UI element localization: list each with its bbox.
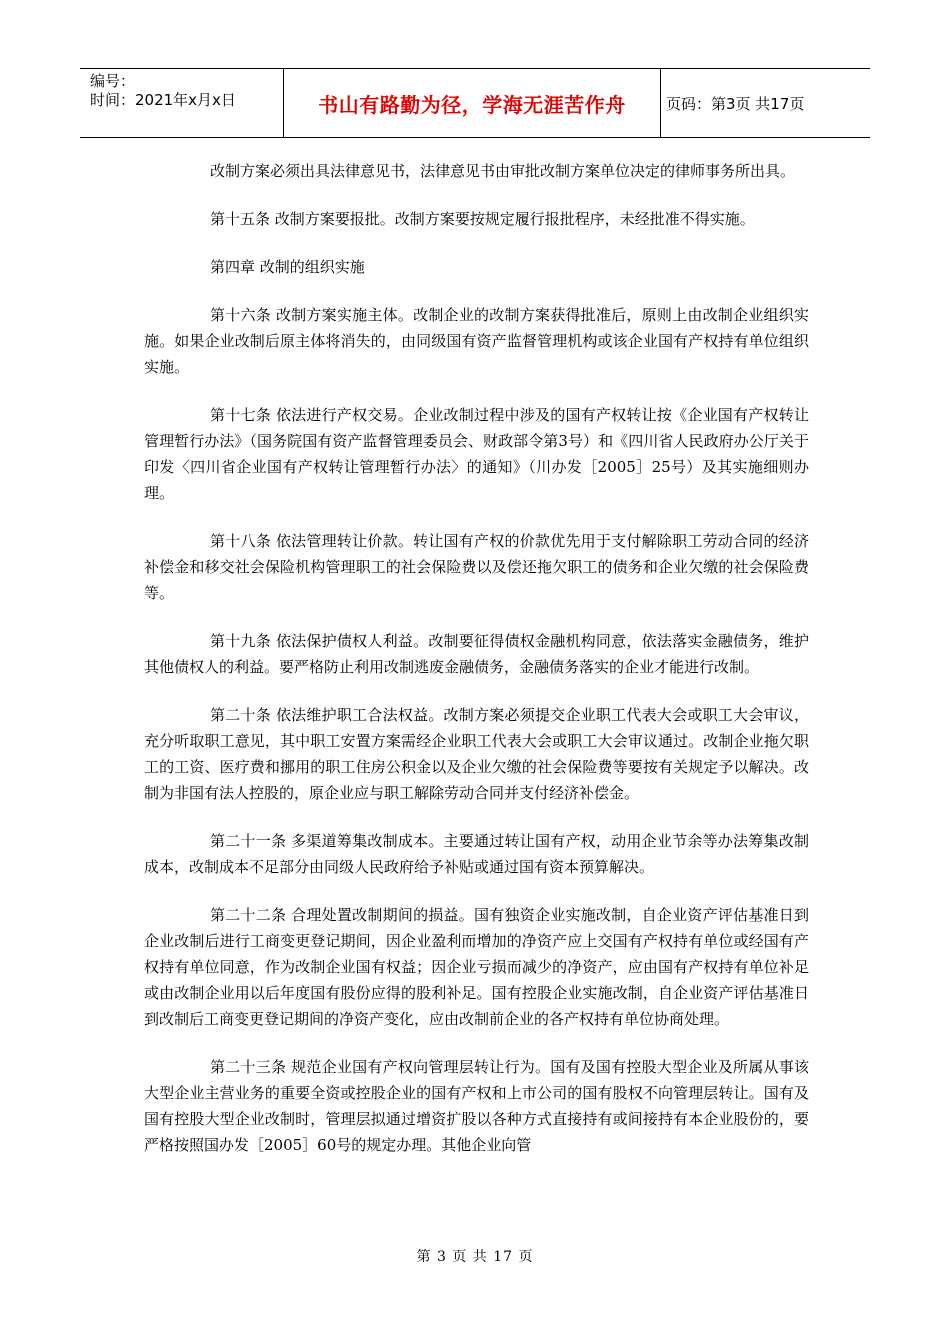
document-body — [144, 158, 809, 1180]
paragraph: 第十九条 依法保护债权人利益。改制要征得债权金融机构同意，依法落实金融债务，维护其他债权人的利益。要严格防止利用改制逃废金融债务，金融债务落实的企业才能进行改制。 — [144, 632, 809, 676]
header-meta — [80, 69, 284, 137]
page-footer: 第 3 页 共 17 页 — [416, 1249, 534, 1265]
serial-number-label: 编号： — [90, 72, 136, 90]
paragraph: 第十八条 依法管理转让价款。转让国有产权的价款优先用于支付解除职工劳动合同的经济补偿金和移交社会保险机构管理职工的社会保险费以及偿还拖欠职工的债务和企业欠缴的社会保险费等。 — [144, 532, 809, 602]
paragraph: 第二十三条 规范企业国有产权向管理层转让行为。国有及国有控股大型企业及所属从事该大型企业主营业务的重要全资或控股企业的国有产权和上市公司的国有股权不向管理层转让。国有及国有控股大型企业改制时，管理层拟通过增资扩股以各种方式直接持有或间接持有本企业股份的，要严格按照国办发［2005］60号的规定办理。其他企业向管 — [144, 1058, 809, 1154]
chapter-heading: 第四章 改制的组织实施 — [210, 258, 365, 276]
paragraph: 第十五条 改制方案要报批。改制方案要按规定履行报批程序，未经批准不得实施。 — [210, 210, 755, 228]
paragraph: 改制方案必须出具法律意见书，法律意见书由审批改制方案单位决定的律师事务所出具。 — [210, 162, 796, 180]
motto-text: 书山有路勤为径，学海无涯苦作舟 — [318, 92, 626, 117]
paragraph: 第二十条 依法维护职工合法权益。改制方案必须提交企业职工代表大会或职工大会审议，充分听取职工意见，其中职工安置方案需经企业职工代表大会或职工大会审议通过。改制企业拖欠职工的工资、医疗费和挪用的职工住房公积金以及企业欠缴的社会保险费等要按有关规定予以解决。改制为非国有法人控股的，原企业应与职工解除劳动合同并支付经济补偿金。 — [144, 706, 809, 802]
date-label: 时间：2021年x月x日 — [90, 91, 236, 109]
paragraph: 第二十二条 合理处置改制期间的损益。国有独资企业实施改制，自企业资产评估基准日到企业改制后进行工商变更登记期间，因企业盈利而增加的净资产应上交国有产权持有单位或经国有产权持有单位同意，作为改制企业国有权益；因企业亏损而减少的净资产，应由国有产权持有单位补足或由改制企业用以后年度国有股份应得的股利补足。国有控股企业实施改制，自企业资产评估基准日到改制后工商变更登记期间的净资产变化，应由改制前企业的各产权持有单位协商处理。 — [144, 906, 809, 1028]
header-page-cell — [661, 69, 870, 137]
header-motto-cell — [284, 69, 661, 137]
paragraph: 第十七条 依法进行产权交易。企业改制过程中涉及的国有产权转让按《企业国有产权转让管理暂行办法》（国务院国有资产监督管理委员会、财政部令第3号）和《四川省人民政府办公厅关于印发〈四川省企业国有产权转让管理暂行办法〉的通知》（川办发［2005］25号）及其实施细则办理。 — [144, 406, 809, 502]
page-header — [80, 68, 870, 138]
paragraph: 第十六条 改制方案实施主体。改制企业的改制方案获得批准后，原则上由改制企业组织实施。如果企业改制后原主体将消失的，由同级国有资产监督管理机构或该企业国有产权持有单位组织实施。 — [144, 306, 809, 376]
page-number-label: 页码：第3页 共17页 — [666, 94, 805, 113]
paragraph: 第二十一条 多渠道筹集改制成本。主要通过转让国有产权，动用企业节余等办法筹集改制成本，改制成本不足部分由同级人民政府给予补贴或通过国有资本预算解决。 — [144, 832, 809, 876]
